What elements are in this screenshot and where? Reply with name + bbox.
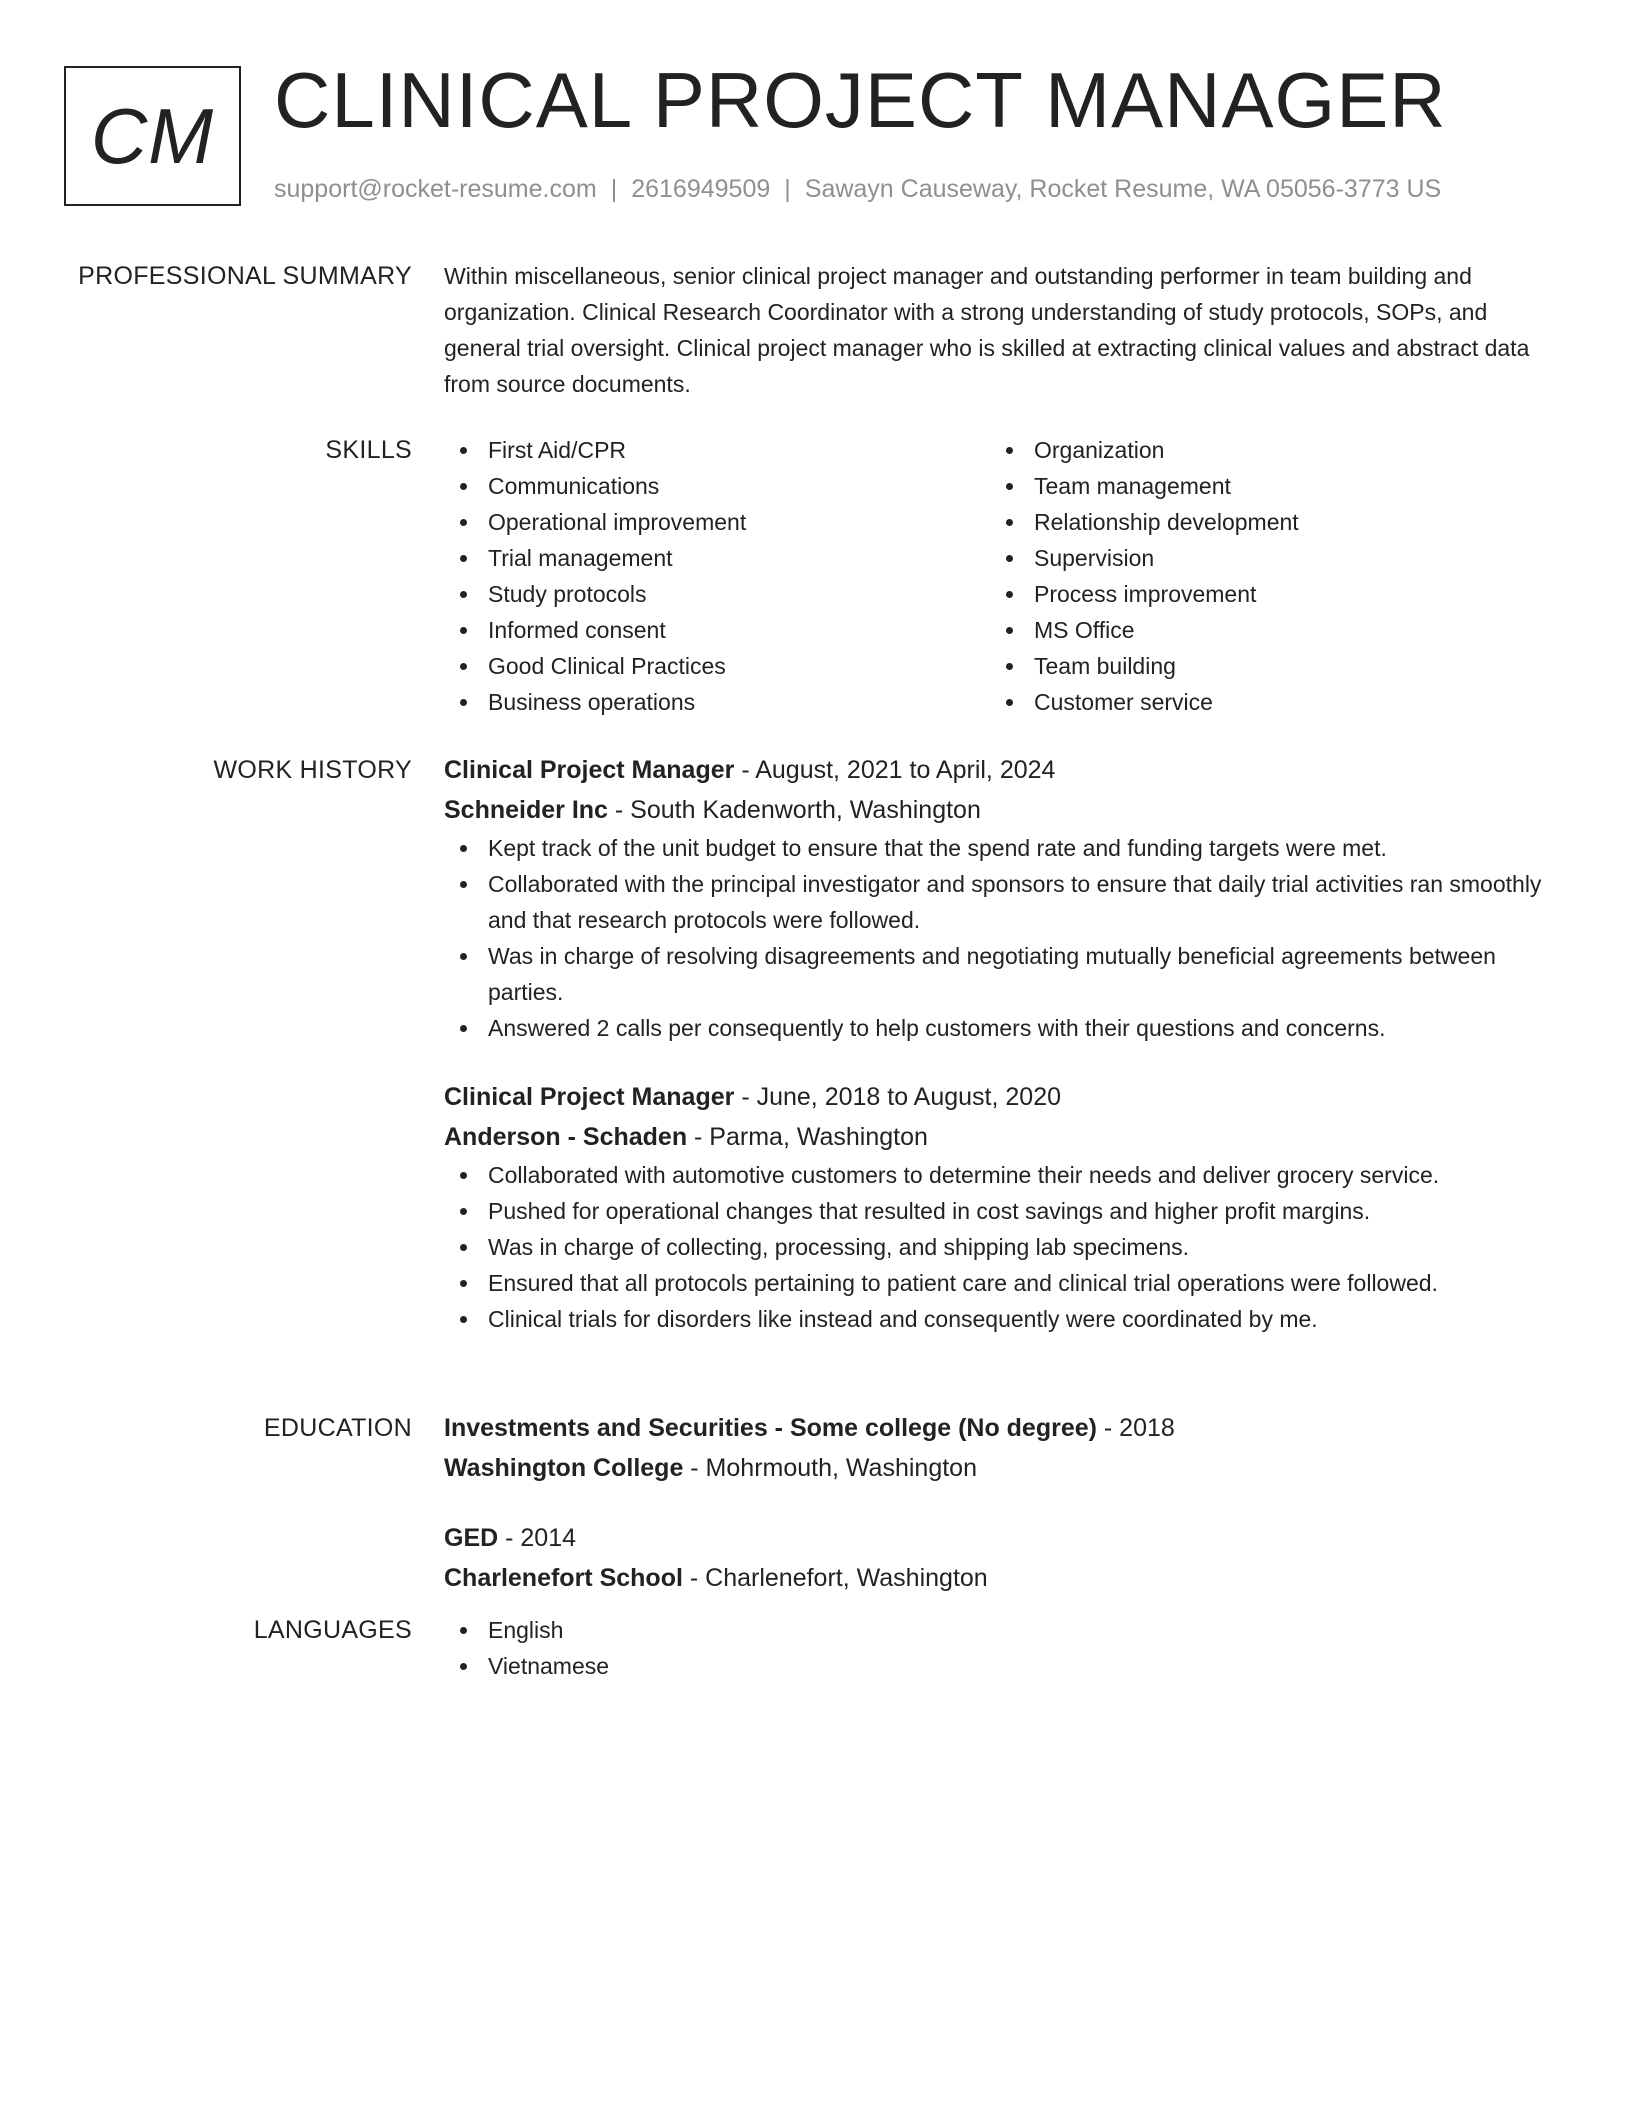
languages-heading: LANGUAGES	[253, 1616, 412, 1644]
education-school: Charlenefort School	[444, 1564, 683, 1592]
skill-item: Communications	[444, 468, 990, 504]
skill-item: Relationship development	[990, 504, 1536, 540]
skill-item: Team building	[990, 648, 1536, 684]
skills-list-left	[444, 432, 990, 720]
education-degree-line	[444, 1408, 1559, 1448]
education-degree: GED	[444, 1524, 499, 1552]
skill-item: Team management	[990, 468, 1536, 504]
job-title-line	[444, 1077, 1559, 1117]
contact-separator: |	[610, 175, 618, 203]
skill-item: Informed consent	[444, 612, 990, 648]
education-year: - 2014	[498, 1524, 577, 1552]
skill-item: Organization	[990, 432, 1536, 468]
job-duty: Ensured that all protocols pertaining to patient care and clinical trial operations were followed.	[444, 1265, 1559, 1301]
job-company-line	[444, 1117, 1559, 1157]
language-item: English	[444, 1612, 1559, 1648]
education-entry	[444, 1518, 1559, 1598]
education-entry	[444, 1408, 1559, 1488]
skills-list-right	[990, 432, 1536, 720]
contact-phone[interactable]: 2616949509	[631, 175, 771, 203]
job-company-line	[444, 790, 1559, 830]
initials-monogram	[64, 66, 241, 206]
skills-body	[444, 432, 1559, 720]
skill-item: Study protocols	[444, 576, 990, 612]
skill-item: First Aid/CPR	[444, 432, 990, 468]
skill-item: Business operations	[444, 684, 990, 720]
contact-separator: |	[784, 175, 791, 203]
languages-body	[444, 1612, 1559, 1684]
education-location: - Mohrmouth, Washington	[683, 1454, 977, 1482]
job-duties	[444, 1157, 1559, 1337]
job-entry	[444, 750, 1559, 1046]
initials-text: CM	[90, 92, 215, 180]
job-duties	[444, 830, 1559, 1046]
job-title: Clinical Project Manager	[444, 756, 735, 784]
job-duty: Kept track of the unit budget to ensure that the spend rate and funding targets were met.	[444, 830, 1559, 866]
education-body	[444, 1408, 1559, 1598]
education-year: - 2018	[1096, 1414, 1175, 1442]
job-duty: Pushed for operational changes that resulted in cost savings and higher profit margins.	[444, 1193, 1559, 1229]
skill-item: Process improvement	[990, 576, 1536, 612]
contact-address: Sawayn Causeway, Rocket Resume, WA 05056-3773 US	[804, 175, 1442, 203]
education-heading: EDUCATION	[263, 1414, 412, 1442]
job-location: - Parma, Washington	[687, 1123, 928, 1151]
job-dates: - June, 2018 to August, 2020	[734, 1083, 1062, 1111]
work-history-heading: WORK HISTORY	[213, 756, 412, 784]
summary-heading: PROFESSIONAL SUMMARY	[78, 262, 412, 290]
job-duty: Collaborated with automotive customers to determine their needs and deliver grocery service.	[444, 1157, 1559, 1193]
job-entry	[444, 1077, 1559, 1337]
skill-item: Operational improvement	[444, 504, 990, 540]
education-school-line	[444, 1448, 1559, 1488]
summary-text: Within miscellaneous, senior clinical project manager and outstanding performer in team building and organization. Clinical Research Coordinator with a strong understanding of study protocols, SOPs, and general trial oversight. Clinical project manager who is skilled at extracting clinical values and abstract data from source documents.	[444, 263, 1530, 397]
language-item: Vietnamese	[444, 1648, 1559, 1684]
education-degree-line	[444, 1518, 1559, 1558]
job-title: Clinical Project Manager	[444, 1083, 735, 1111]
education-degree: Investments and Securities - Some college (No degree)	[444, 1414, 1097, 1442]
skills-heading: SKILLS	[325, 436, 412, 464]
job-duty: Answered 2 calls per consequently to help customers with their questions and concerns.	[444, 1010, 1559, 1046]
contact-line	[274, 174, 1441, 204]
job-company: Anderson - Schaden	[444, 1123, 688, 1151]
skill-item: Customer service	[990, 684, 1536, 720]
job-duty: Clinical trials for disorders like instead and consequently were coordinated by me.	[444, 1301, 1559, 1337]
job-duty: Was in charge of resolving disagreements and negotiating mutually beneficial agreements between parties.	[444, 938, 1559, 1010]
education-school-line	[444, 1558, 1559, 1598]
job-duty: Was in charge of collecting, processing, and shipping lab specimens.	[444, 1229, 1559, 1265]
skill-item: Good Clinical Practices	[444, 648, 990, 684]
languages-list	[444, 1612, 1559, 1684]
resume-title: CLINICAL PROJECT MANAGER	[274, 56, 1447, 144]
education-location: - Charlenefort, Washington	[682, 1564, 988, 1592]
skill-item: Supervision	[990, 540, 1536, 576]
skill-item: Trial management	[444, 540, 990, 576]
skill-item: MS Office	[990, 612, 1536, 648]
contact-email[interactable]: support@rocket-resume.com	[274, 175, 597, 203]
job-duty: Collaborated with the principal investigator and sponsors to ensure that daily trial activities ran smoothly and that research protocols were followed.	[444, 866, 1559, 938]
job-location: - South Kadenworth, Washington	[607, 796, 981, 824]
job-dates: - August, 2021 to April, 2024	[734, 756, 1056, 784]
job-title-line	[444, 750, 1559, 790]
work-history-body	[444, 750, 1559, 1337]
job-company: Schneider Inc	[444, 796, 608, 824]
education-school: Washington College	[444, 1454, 684, 1482]
